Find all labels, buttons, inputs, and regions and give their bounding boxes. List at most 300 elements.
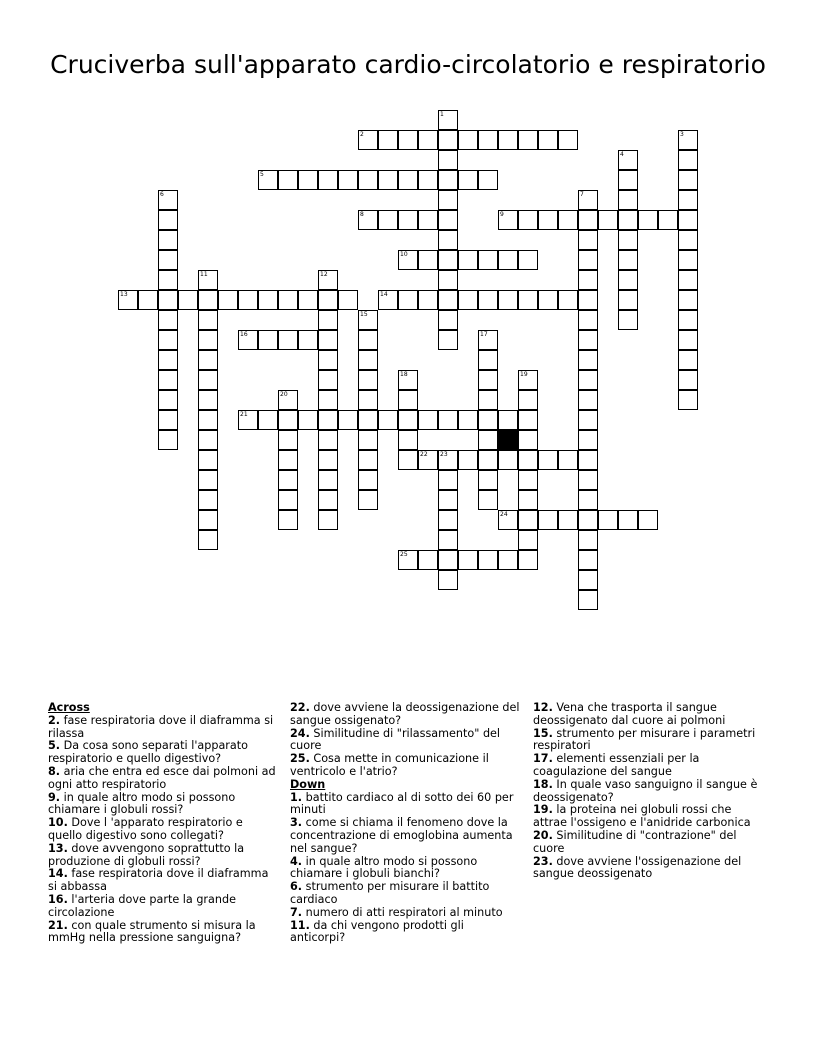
grid-cell[interactable]: [678, 190, 698, 210]
grid-cell[interactable]: [638, 510, 658, 530]
grid-cell[interactable]: [678, 150, 698, 170]
grid-cell[interactable]: [498, 130, 518, 150]
grid-cell[interactable]: [618, 290, 638, 310]
clue-text: Da cosa sono separati l'apparato respiratorio e quello digestivo?: [48, 739, 248, 766]
grid-cell[interactable]: [438, 170, 458, 190]
grid-cell[interactable]: [358, 430, 378, 450]
grid-cell[interactable]: [278, 390, 298, 410]
down-clue: [290, 792, 522, 818]
grid-cell[interactable]: [478, 490, 498, 510]
grid-cell[interactable]: [478, 370, 498, 390]
grid-cell[interactable]: [338, 170, 358, 190]
grid-cell[interactable]: [558, 130, 578, 150]
grid-cell[interactable]: [158, 430, 178, 450]
grid-cell[interactable]: [678, 170, 698, 190]
grid-cell[interactable]: [198, 530, 218, 550]
grid-cell[interactable]: [438, 230, 458, 250]
grid-cell[interactable]: [338, 410, 358, 430]
clue-text: Vena che trasporta il sangue deossigenato dal cuore ai polmoni: [533, 701, 726, 727]
grid-cell[interactable]: [438, 210, 458, 230]
clue-number: 10.: [48, 816, 68, 830]
across-clue: [290, 702, 522, 728]
grid-cell[interactable]: [458, 410, 478, 430]
grid-cell[interactable]: [478, 350, 498, 370]
grid-cell[interactable]: [578, 550, 598, 570]
grid-cell[interactable]: [198, 270, 218, 290]
down-clue: [533, 779, 765, 805]
grid-cell[interactable]: [358, 210, 378, 230]
grid-cell[interactable]: [158, 390, 178, 410]
grid-cell[interactable]: [398, 410, 418, 430]
grid-cell[interactable]: [438, 450, 458, 470]
across-clue: [48, 920, 280, 946]
grid-cell[interactable]: [478, 430, 498, 450]
grid-cell[interactable]: [418, 130, 438, 150]
clue-number: 9.: [48, 790, 61, 804]
grid-cell[interactable]: [618, 230, 638, 250]
grid-cell[interactable]: [158, 210, 178, 230]
grid-cell[interactable]: [538, 290, 558, 310]
grid-cell[interactable]: [478, 390, 498, 410]
grid-cell[interactable]: [538, 210, 558, 230]
grid-cell[interactable]: [238, 290, 258, 310]
grid-cell[interactable]: [198, 410, 218, 430]
grid-cell[interactable]: [318, 470, 338, 490]
grid-cell[interactable]: [618, 170, 638, 190]
grid-cell[interactable]: [158, 270, 178, 290]
grid-cell[interactable]: [318, 330, 338, 350]
grid-cell[interactable]: [438, 410, 458, 430]
grid-cell[interactable]: [418, 550, 438, 570]
grid-cell[interactable]: [358, 470, 378, 490]
grid-cell[interactable]: [278, 470, 298, 490]
grid-block: [498, 430, 518, 450]
clue-number-label: 24: [500, 511, 508, 518]
grid-cell[interactable]: [158, 290, 178, 310]
grid-cell[interactable]: [578, 590, 598, 610]
clue-number: 15.: [533, 726, 553, 740]
grid-cell[interactable]: [438, 190, 458, 210]
grid-cell[interactable]: [158, 230, 178, 250]
grid-cell[interactable]: [578, 390, 598, 410]
clue-number-label: 1: [440, 111, 444, 118]
grid-cell[interactable]: [198, 350, 218, 370]
grid-cell[interactable]: [518, 370, 538, 390]
grid-cell[interactable]: [398, 390, 418, 410]
clue-number: 19.: [533, 803, 553, 817]
grid-cell[interactable]: [198, 290, 218, 310]
clue-number: 3.: [290, 816, 303, 830]
grid-cell[interactable]: [198, 450, 218, 470]
grid-cell[interactable]: [578, 290, 598, 310]
grid-cell[interactable]: [358, 390, 378, 410]
grid-cell[interactable]: [198, 390, 218, 410]
clue-number-label: 3: [680, 131, 684, 138]
grid-cell[interactable]: [438, 330, 458, 350]
grid-cell[interactable]: [438, 150, 458, 170]
grid-cell[interactable]: [478, 250, 498, 270]
across-clue: [48, 843, 280, 869]
grid-cell[interactable]: [418, 450, 438, 470]
grid-cell[interactable]: [438, 270, 458, 290]
grid-cell[interactable]: [498, 250, 518, 270]
grid-cell[interactable]: [618, 250, 638, 270]
grid-cell[interactable]: [458, 130, 478, 150]
grid-cell[interactable]: [458, 450, 478, 470]
grid-cell[interactable]: [278, 510, 298, 530]
grid-cell[interactable]: [498, 210, 518, 230]
grid-cell[interactable]: [678, 370, 698, 390]
down-clue: [290, 920, 522, 946]
grid-cell[interactable]: [198, 370, 218, 390]
clue-number-label: 22: [420, 451, 428, 458]
grid-cell[interactable]: [358, 310, 378, 330]
grid-cell[interactable]: [518, 550, 538, 570]
grid-cell[interactable]: [258, 330, 278, 350]
clues-column-2: [290, 702, 522, 945]
grid-cell[interactable]: [278, 170, 298, 190]
grid-cell[interactable]: [158, 250, 178, 270]
grid-cell[interactable]: [238, 330, 258, 350]
grid-cell[interactable]: [398, 290, 418, 310]
grid-cell[interactable]: [498, 450, 518, 470]
grid-cell[interactable]: [518, 510, 538, 530]
grid-cell[interactable]: [398, 210, 418, 230]
grid-cell[interactable]: [518, 490, 538, 510]
grid-cell[interactable]: [578, 330, 598, 350]
grid-cell[interactable]: [658, 210, 678, 230]
grid-cell[interactable]: [438, 130, 458, 150]
grid-cell[interactable]: [498, 550, 518, 570]
grid-cell[interactable]: [378, 410, 398, 430]
grid-cell[interactable]: [558, 510, 578, 530]
grid-cell[interactable]: [578, 430, 598, 450]
grid-cell[interactable]: [318, 490, 338, 510]
clue-number-label: 8: [360, 211, 364, 218]
grid-cell[interactable]: [518, 130, 538, 150]
grid-cell[interactable]: [378, 210, 398, 230]
grid-cell[interactable]: [458, 550, 478, 570]
grid-cell[interactable]: [598, 210, 618, 230]
clue-number-label: 15: [360, 311, 368, 318]
grid-cell[interactable]: [518, 410, 538, 430]
grid-cell[interactable]: [318, 170, 338, 190]
grid-cell[interactable]: [678, 390, 698, 410]
clues-column-3: [533, 702, 765, 881]
grid-cell[interactable]: [618, 270, 638, 290]
clue-text: fase respiratoria dove il diaframma si abbassa: [48, 867, 269, 894]
across-clue: [48, 740, 280, 766]
grid-cell[interactable]: [478, 170, 498, 190]
grid-cell[interactable]: [398, 450, 418, 470]
across-clue: [48, 766, 280, 792]
grid-cell[interactable]: [478, 330, 498, 350]
across-clue: [48, 792, 280, 818]
grid-cell[interactable]: [438, 570, 458, 590]
grid-cell[interactable]: [278, 450, 298, 470]
grid-cell[interactable]: [318, 430, 338, 450]
grid-cell[interactable]: [678, 250, 698, 270]
grid-cell[interactable]: [678, 330, 698, 350]
across-clue: [48, 894, 280, 920]
grid-cell[interactable]: [678, 290, 698, 310]
clue-text: aria che entra ed esce dai polmoni ad ogni atto respiratorio: [48, 764, 276, 791]
grid-cell[interactable]: [158, 310, 178, 330]
clue-number-label: 16: [240, 331, 248, 338]
grid-cell[interactable]: [578, 450, 598, 470]
grid-cell[interactable]: [478, 450, 498, 470]
grid-cell[interactable]: [298, 170, 318, 190]
grid-cell[interactable]: [578, 230, 598, 250]
grid-cell[interactable]: [298, 410, 318, 430]
clue-text: l'arteria dove parte la grande circolazione: [48, 892, 236, 919]
clues-column-1: [48, 702, 280, 945]
clue-text: con quale strumento si misura la mmHg nella pressione sanguigna?: [48, 918, 256, 945]
grid-cell[interactable]: [458, 290, 478, 310]
clue-number: 25.: [290, 752, 310, 766]
grid-cell[interactable]: [398, 250, 418, 270]
down-clue: [290, 817, 522, 855]
clue-number: 23.: [533, 854, 553, 868]
clue-number: 22.: [290, 701, 310, 714]
grid-cell[interactable]: [498, 410, 518, 430]
grid-cell[interactable]: [418, 170, 438, 190]
clue-text: come si chiama il fenomeno dove la concentrazione di emoglobina aumenta nel sangue?: [290, 816, 513, 855]
grid-cell[interactable]: [158, 410, 178, 430]
grid-cell[interactable]: [378, 170, 398, 190]
grid-cell[interactable]: [578, 570, 598, 590]
grid-cell[interactable]: [258, 170, 278, 190]
grid-cell[interactable]: [638, 210, 658, 230]
grid-cell[interactable]: [358, 410, 378, 430]
grid-cell[interactable]: [318, 350, 338, 370]
grid-cell[interactable]: [478, 470, 498, 490]
grid-cell[interactable]: [138, 290, 158, 310]
grid-cell[interactable]: [198, 330, 218, 350]
grid-cell[interactable]: [278, 330, 298, 350]
grid-cell[interactable]: [518, 530, 538, 550]
clue-number-label: 19: [520, 371, 528, 378]
down-clue: [533, 856, 765, 882]
down-clue: [533, 804, 765, 830]
clue-number-label: 5: [260, 171, 264, 178]
grid-cell[interactable]: [198, 430, 218, 450]
grid-cell[interactable]: [618, 210, 638, 230]
clue-number-label: 23: [440, 451, 448, 458]
grid-cell[interactable]: [198, 310, 218, 330]
grid-cell[interactable]: [438, 290, 458, 310]
grid-cell[interactable]: [578, 530, 598, 550]
grid-cell[interactable]: [198, 470, 218, 490]
grid-cell[interactable]: [538, 130, 558, 150]
grid-cell[interactable]: [458, 250, 478, 270]
grid-cell[interactable]: [158, 190, 178, 210]
grid-cell[interactable]: [678, 230, 698, 250]
grid-cell[interactable]: [358, 350, 378, 370]
grid-cell[interactable]: [678, 350, 698, 370]
grid-cell[interactable]: [418, 210, 438, 230]
grid-cell[interactable]: [358, 170, 378, 190]
grid-cell[interactable]: [298, 290, 318, 310]
clue-text: elementi essenziali per la coagulazione del sangue: [533, 752, 700, 778]
grid-cell[interactable]: [418, 250, 438, 270]
grid-cell[interactable]: [438, 110, 458, 130]
grid-cell[interactable]: [578, 410, 598, 430]
grid-cell[interactable]: [318, 270, 338, 290]
grid-cell[interactable]: [578, 190, 598, 210]
clue-text: dove avviene l'ossigenazione del sangue deossigenato: [533, 854, 742, 881]
clue-number: 1.: [290, 790, 303, 804]
grid-cell[interactable]: [318, 510, 338, 530]
grid-cell[interactable]: [438, 510, 458, 530]
clue-number: 11.: [290, 918, 310, 932]
grid-cell[interactable]: [558, 450, 578, 470]
grid-cell[interactable]: [318, 290, 338, 310]
grid-cell[interactable]: [558, 210, 578, 230]
clue-text: Cosa mette in comunicazione il ventricolo e l'atrio?: [290, 752, 489, 778]
grid-cell[interactable]: [578, 510, 598, 530]
clue-number-label: 10: [400, 251, 408, 258]
grid-cell[interactable]: [578, 370, 598, 390]
grid-cell[interactable]: [278, 490, 298, 510]
down-clue: [533, 753, 765, 779]
clue-number: 24.: [290, 726, 310, 740]
grid-cell[interactable]: [518, 290, 538, 310]
grid-cell[interactable]: [378, 130, 398, 150]
grid-cell[interactable]: [578, 210, 598, 230]
grid-cell[interactable]: [578, 490, 598, 510]
grid-cell[interactable]: [398, 550, 418, 570]
grid-cell[interactable]: [318, 370, 338, 390]
grid-cell[interactable]: [238, 410, 258, 430]
clue-text: da chi vengono prodotti gli anticorpi?: [290, 918, 464, 945]
grid-cell[interactable]: [318, 390, 338, 410]
grid-cell[interactable]: [578, 270, 598, 290]
grid-cell[interactable]: [478, 410, 498, 430]
grid-cell[interactable]: [518, 250, 538, 270]
grid-cell[interactable]: [258, 290, 278, 310]
grid-cell[interactable]: [678, 130, 698, 150]
grid-cell[interactable]: [618, 510, 638, 530]
grid-cell[interactable]: [178, 290, 198, 310]
grid-cell[interactable]: [358, 130, 378, 150]
grid-cell[interactable]: [378, 290, 398, 310]
grid-cell[interactable]: [278, 410, 298, 430]
grid-cell[interactable]: [158, 330, 178, 350]
grid-cell[interactable]: [398, 430, 418, 450]
clue-number-label: 18: [400, 371, 408, 378]
grid-cell[interactable]: [498, 290, 518, 310]
grid-cell[interactable]: [438, 250, 458, 270]
clue-number-label: 2: [360, 131, 364, 138]
grid-cell[interactable]: [438, 310, 458, 330]
clue-number-label: 4: [620, 151, 624, 158]
grid-cell[interactable]: [618, 310, 638, 330]
grid-cell[interactable]: [358, 370, 378, 390]
grid-cell[interactable]: [158, 350, 178, 370]
grid-cell[interactable]: [618, 150, 638, 170]
clue-text: in quale altro modo si possono chiamare i globuli rossi?: [48, 790, 236, 817]
clue-number-label: 25: [400, 551, 408, 558]
clue-number-label: 12: [320, 271, 328, 278]
grid-cell[interactable]: [318, 450, 338, 470]
grid-cell[interactable]: [478, 550, 498, 570]
grid-cell[interactable]: [538, 450, 558, 470]
down-clue: [290, 881, 522, 907]
grid-cell[interactable]: [438, 490, 458, 510]
grid-cell[interactable]: [598, 510, 618, 530]
grid-cell[interactable]: [198, 490, 218, 510]
grid-cell[interactable]: [478, 290, 498, 310]
grid-cell[interactable]: [518, 210, 538, 230]
grid-cell[interactable]: [318, 410, 338, 430]
grid-cell[interactable]: [438, 470, 458, 490]
grid-cell[interactable]: [218, 290, 238, 310]
grid-cell[interactable]: [338, 290, 358, 310]
clue-number: 21.: [48, 918, 68, 932]
grid-cell[interactable]: [318, 310, 338, 330]
grid-cell[interactable]: [678, 210, 698, 230]
grid-cell[interactable]: [478, 130, 498, 150]
grid-cell[interactable]: [418, 410, 438, 430]
grid-cell[interactable]: [518, 390, 538, 410]
grid-cell[interactable]: [418, 290, 438, 310]
grid-cell[interactable]: [398, 370, 418, 390]
grid-cell[interactable]: [298, 330, 318, 350]
grid-cell[interactable]: [458, 170, 478, 190]
clue-number-label: 14: [380, 291, 388, 298]
grid-cell[interactable]: [278, 430, 298, 450]
grid-cell[interactable]: [578, 470, 598, 490]
across-clue: [290, 728, 522, 754]
grid-cell[interactable]: [518, 430, 538, 450]
grid-cell[interactable]: [578, 350, 598, 370]
grid-cell[interactable]: [118, 290, 138, 310]
grid-cell[interactable]: [538, 510, 558, 530]
clue-number: 18.: [533, 777, 553, 791]
puzzle-title: Cruciverba sull'apparato cardio-circolatorio e respiratorio: [50, 50, 766, 79]
clue-text: battito cardiaco al di sotto dei 60 per minuti: [290, 790, 514, 817]
grid-cell[interactable]: [578, 310, 598, 330]
grid-cell[interactable]: [618, 190, 638, 210]
grid-cell[interactable]: [518, 470, 538, 490]
grid-cell[interactable]: [278, 290, 298, 310]
clue-number: 6.: [290, 880, 303, 894]
grid-cell[interactable]: [358, 490, 378, 510]
clue-text: numero di atti respiratori al minuto: [305, 905, 503, 919]
grid-cell[interactable]: [498, 510, 518, 530]
grid-cell[interactable]: [438, 530, 458, 550]
grid-cell[interactable]: [258, 410, 278, 430]
grid-cell[interactable]: [398, 170, 418, 190]
grid-cell[interactable]: [578, 250, 598, 270]
grid-cell[interactable]: [678, 310, 698, 330]
grid-cell[interactable]: [158, 370, 178, 390]
clue-number-label: 20: [280, 391, 288, 398]
grid-cell[interactable]: [438, 550, 458, 570]
clue-text: dove avviene la deossigenazione del sangue ossigenato?: [290, 701, 520, 727]
grid-cell[interactable]: [358, 330, 378, 350]
grid-cell[interactable]: [678, 270, 698, 290]
grid-cell[interactable]: [358, 450, 378, 470]
grid-cell[interactable]: [518, 450, 538, 470]
clue-number: 14.: [48, 867, 68, 881]
grid-cell[interactable]: [558, 290, 578, 310]
grid-cell[interactable]: [398, 130, 418, 150]
grid-cell[interactable]: [198, 510, 218, 530]
down-clue: [290, 856, 522, 882]
across-clue: [48, 715, 280, 741]
